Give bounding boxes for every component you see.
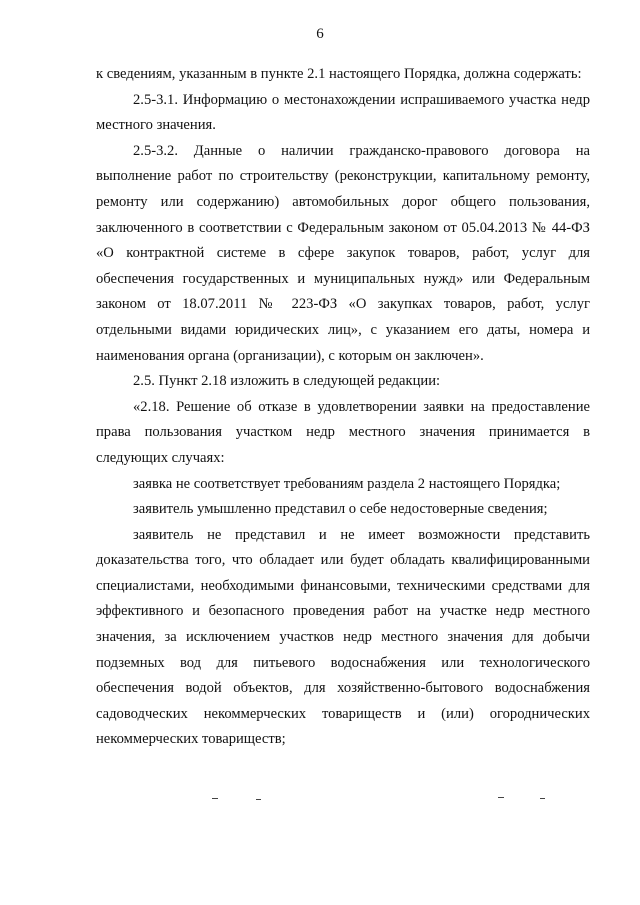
scan-mark [540, 798, 545, 799]
document-body [96, 62, 590, 753]
paragraph-2-18: «2.18. Решение об отказе в удовлетворении заявки на предоставление права пользования участком недр местного значения принимается в следующих случаях: [96, 398, 590, 466]
paragraph-case-2: заявитель умышленно представил о себе недостоверные сведения; [133, 501, 548, 518]
paragraph-case-1: заявка не соответствует требованиям раздела 2 настоящего Порядка; [133, 475, 561, 492]
paragraph-2-5-3-1: 2.5-3.1. Информацию о местонахождении испрашиваемого участка недр местного значения. [96, 91, 590, 134]
scan-mark [256, 799, 261, 800]
paragraph-intro: к сведениям, указанным в пункте 2.1 настоящего Порядка, должна содержать: [96, 66, 582, 82]
paragraph-2-5: 2.5. Пункт 2.18 изложить в следующей редакции: [133, 373, 441, 390]
page-number: 6 [316, 26, 324, 42]
scan-mark [498, 797, 504, 798]
paragraph-case-3: заявитель не представил и не имеет возможности представить доказательства того, что обладает или будет обладать квалифицированными специалистами, необходимыми финансовыми, техническими средствами для эффективного и безопасного проведения работ на участке недр местного значения, за исключением участков недр местного значения для добычи подземных вод для питьевого водоснабжения или технологического обеспечения водой объектов, для хозяйственно-бытового водоснабжения садоводческих некоммерческих товариществ и (или) огороднических некоммерческих товариществ; [96, 526, 590, 748]
scan-mark [212, 798, 218, 799]
paragraph-2-5-3-2: 2.5-3.2. Данные о наличии гражданско-правового договора на выполнение работ по строительству (реконструкции, капитальному ремонту, ремонту или содержанию) автомобильных дорог общего пользования, заключенного в соответствии с Федеральным законом от 05.04.2013 № 44-ФЗ «О контрактной системе в сфере закупок товаров, работ, услуг для обеспечения государственных и муниципальных нужд» или Федеральным законом от 18.07.2011 № 223-ФЗ «О закупках товаров, работ, услуг отдельными видами юридических лиц», с указанием его даты, номера и наименования органа (организации), с которым он заключен». [96, 142, 590, 364]
